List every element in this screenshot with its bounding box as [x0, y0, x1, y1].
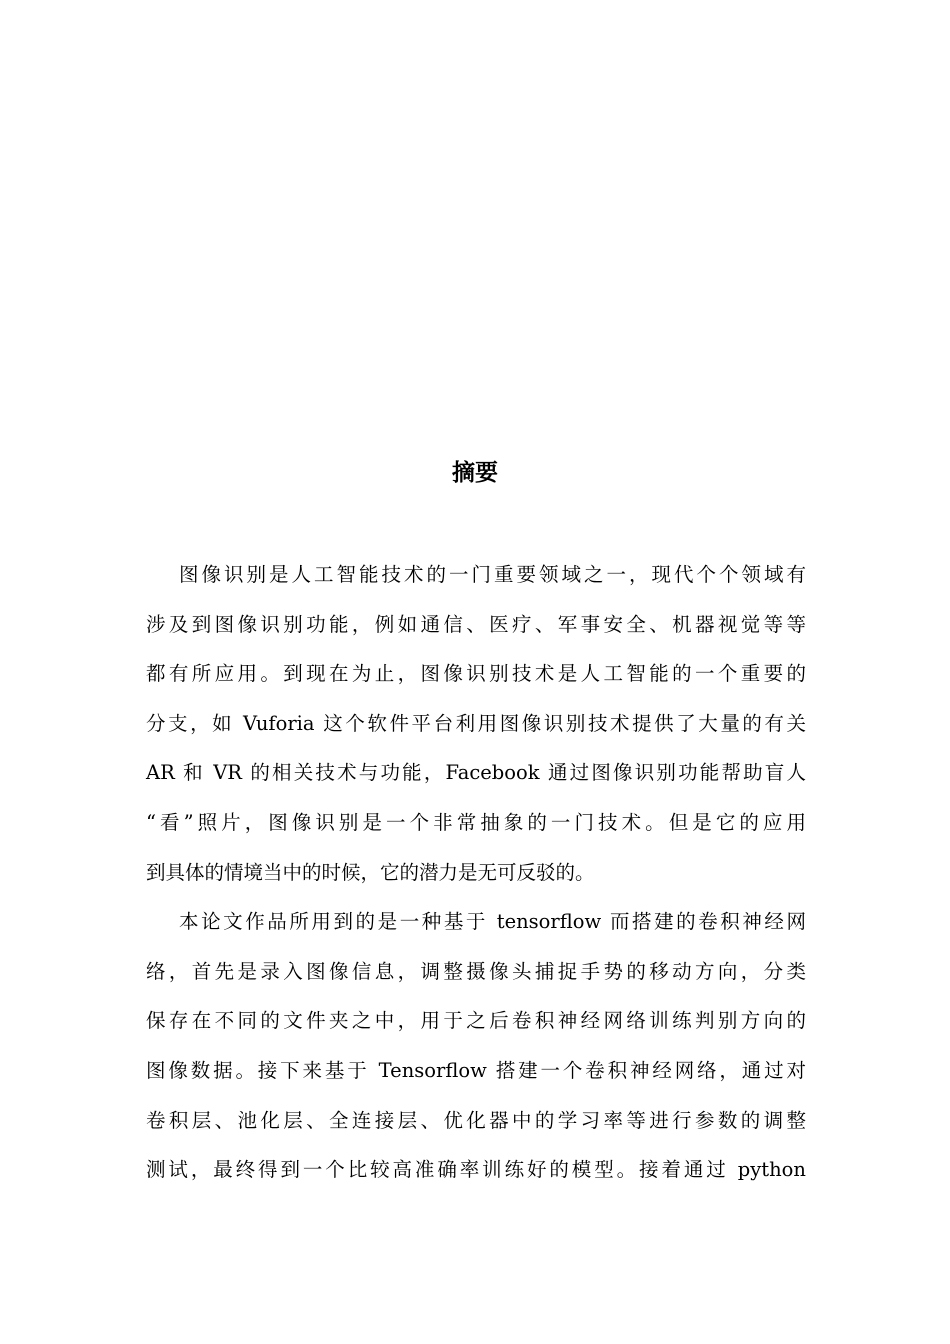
text-line: “看”照片，图像识别是一个非常抽象的一门技术。但是它的应用 — [146, 810, 806, 834]
text-line: 到具体的情境当中的时候，它的潜力是无可反驳的。 — [146, 860, 595, 884]
text-line: 络，首先是录入图像信息，调整摄像头捕捉手势的移动方向，分类 — [146, 959, 806, 983]
text-line: 保存在不同的文件夹之中，用于之后卷积神经网络训练判别方向的 — [146, 1009, 806, 1033]
abstract-body — [146, 550, 806, 1195]
text-line: 卷积层、池化层、全连接层、优化器中的学习率等进行参数的调整 — [146, 1108, 806, 1132]
text-line: AR 和 VR 的相关技术与功能，Facebook 通过图像识别功能帮助盲人 — [146, 761, 806, 785]
text-line: 测试，最终得到一个比较高准确率训练好的模型。接着通过 python — [146, 1158, 806, 1182]
text-line: 分支，如 Vuforia 这个软件平台利用图像识别技术提供了大量的有关 — [146, 711, 806, 735]
page-title: 摘要 — [452, 460, 498, 486]
text-line: 图像识别是人工智能技术的一门重要领域之一，现代个个领域有 — [179, 563, 806, 586]
paragraph-2 — [146, 897, 806, 1195]
text-line: 涉及到图像识别功能，例如通信、医疗、军事安全、机器视觉等等 — [146, 612, 806, 636]
paragraph-1 — [146, 550, 806, 897]
text-line: 都有所应用。到现在为止，图像识别技术是人工智能的一个重要的 — [146, 662, 806, 686]
text-line: 图像数据。接下来基于 Tensorflow 搭建一个卷积神经网络，通过对 — [146, 1058, 806, 1082]
text-line: 本论文作品所用到的是一种基于 tensorflow 而搭建的卷积神经网 — [179, 910, 806, 934]
